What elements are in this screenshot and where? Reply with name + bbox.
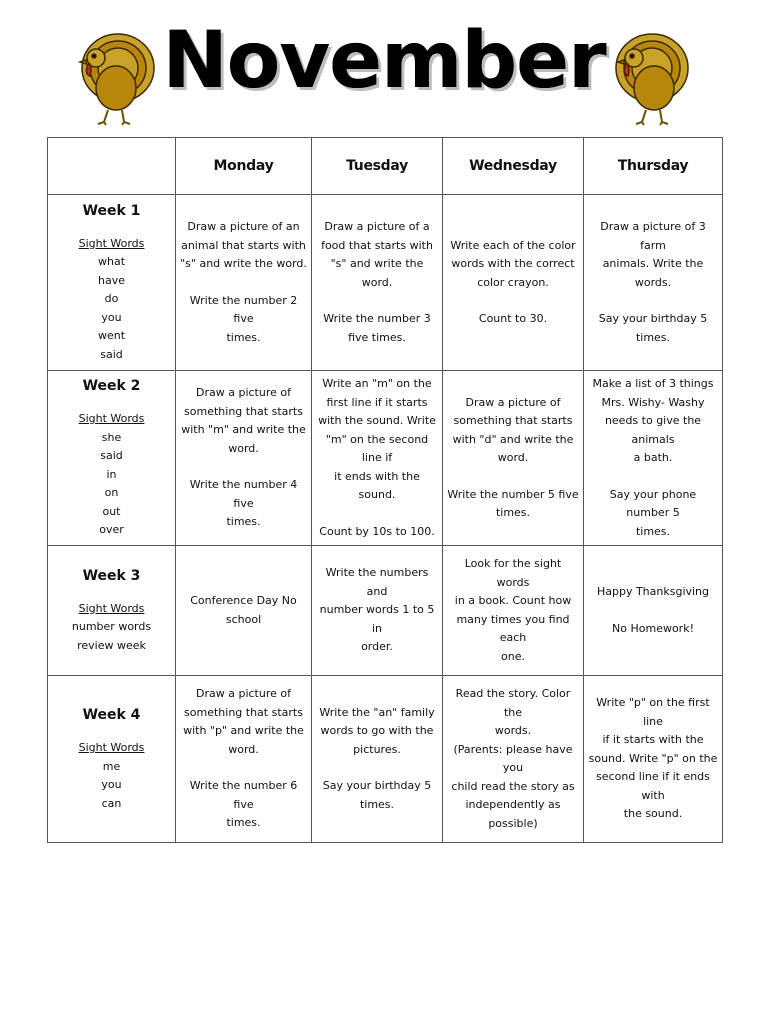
assignment-text: Write "p" on the first line: [596, 696, 710, 728]
paragraph-gap: [316, 292, 438, 310]
assignment-text: pictures.: [353, 742, 401, 756]
assignment-text: animal that starts with: [181, 238, 306, 252]
assignment-text: Look for the sight words: [464, 557, 562, 589]
week-row: [48, 371, 723, 546]
assignment-text: one.: [501, 649, 525, 663]
assignment-text: Say your phone number 5: [609, 487, 697, 519]
sight-word: can: [101, 796, 122, 810]
header-row: [48, 138, 723, 195]
assignment-text: order.: [361, 640, 393, 654]
assignment-text: Say your birthday 5: [322, 779, 432, 793]
day-header: Wednesday: [443, 138, 584, 195]
assignment-text: Write the number 4 five: [189, 478, 298, 510]
sight-words-label: Sight Words: [78, 601, 145, 615]
assignment-text: Mrs. Wishy- Washy: [601, 395, 705, 409]
week-title: Week 4: [82, 707, 141, 723]
turkey-icon-right: [612, 28, 694, 128]
sight-word: in: [106, 467, 117, 481]
assignment-text: Read the story. Color the: [455, 687, 571, 719]
week-label-cell: [48, 195, 176, 371]
week-label-cell: [48, 676, 176, 843]
week-row: [48, 195, 723, 371]
sight-word: she: [101, 430, 122, 444]
day-header: Tuesday: [312, 138, 443, 195]
assignment-text: times.: [226, 515, 261, 529]
assignment-cell-monday: [176, 676, 312, 843]
sight-word: do: [104, 292, 119, 306]
week-title: Week 1: [82, 202, 141, 219]
assignment-text: independently as possible): [465, 798, 561, 830]
assignment-text: words to go with the: [320, 724, 434, 738]
sight-word: you: [101, 778, 122, 791]
sight-word: number words: [71, 620, 152, 634]
assignment-text: Write the number 3: [323, 312, 431, 325]
assignment-text: times.: [495, 506, 531, 519]
assignment-text: something that starts: [184, 404, 303, 418]
assignment-text: first line if it starts: [326, 395, 428, 409]
assignment-text: five times.: [348, 330, 406, 344]
assignment-text: Write an "m" on the: [322, 377, 432, 390]
assignment-text: Draw a picture of: [196, 386, 291, 400]
week-label-cell: [48, 546, 176, 676]
paragraph-gap: [588, 292, 718, 310]
day-header: Monday: [176, 138, 312, 195]
assignment-text: with "d" and write the: [452, 432, 574, 446]
assignment-text: Make a list of 3 things: [592, 377, 714, 390]
assignment-text: Draw a picture of a: [324, 220, 430, 233]
assignment-text: word.: [228, 441, 259, 455]
paragraph-gap: [588, 602, 718, 620]
assignment-cell-thursday: [584, 676, 723, 843]
assignment-text: color crayon.: [477, 275, 549, 289]
sight-word: review week: [77, 638, 146, 652]
assignment-cell-thursday: [584, 195, 723, 371]
assignment-text: words with the correct: [451, 257, 575, 270]
sight-word: over: [99, 523, 124, 537]
assignment-cell-monday: [176, 195, 312, 371]
corner-cell: [48, 138, 176, 195]
assignment-text: Say your birthday 5: [598, 312, 708, 325]
assignment-text: Write the number 5 five: [447, 487, 579, 501]
assignment-cell-thursday: [584, 546, 723, 676]
page-title: November: [162, 16, 606, 106]
week-row: [48, 546, 723, 676]
assignment-cell-tuesday: [312, 676, 443, 843]
paragraph-gap: [588, 468, 718, 486]
week-label-cell: [48, 371, 176, 546]
assignment-text: child read the story as: [451, 779, 575, 793]
assignment-text: number words 1 to 5 in: [319, 603, 435, 635]
paragraph-gap: [180, 458, 307, 476]
paragraph-gap: [316, 759, 438, 777]
day-header: Thursday: [584, 138, 723, 195]
sight-word: said: [100, 449, 123, 463]
paragraph-gap: [447, 468, 579, 486]
assignment-cell-wednesday: [443, 371, 584, 546]
assignment-text: Count by 10s to 100.: [319, 524, 435, 538]
sight-word: me: [102, 759, 121, 773]
assignment-text: times.: [635, 524, 671, 538]
assignment-text: many times you find each: [456, 612, 570, 644]
assignment-cell-tuesday: [312, 546, 443, 676]
assignment-text: Write the number 6 five: [189, 779, 298, 811]
assignment-cell-tuesday: [312, 195, 443, 371]
assignment-text: times.: [226, 330, 261, 344]
week-row: [48, 676, 723, 843]
assignment-text: No Homework!: [612, 621, 694, 635]
sight-word: out: [102, 504, 121, 518]
assignment-text: second line if it ends with: [596, 770, 710, 802]
assignment-text: "m" on the second line if: [325, 432, 429, 464]
paragraph-gap: [316, 505, 438, 523]
assignment-text: animals. Write the: [602, 257, 704, 270]
assignment-text: something that starts: [184, 705, 303, 719]
week-title: Week 3: [82, 567, 141, 584]
sight-word: went: [97, 329, 126, 343]
assignment-cell-thursday: [584, 371, 723, 546]
homework-calendar: [47, 137, 723, 843]
assignment-text: something that starts: [453, 414, 573, 427]
assignment-text: Draw a picture of 3 farm: [600, 220, 706, 252]
assignment-text: Write the "an" family: [319, 705, 435, 719]
assignment-text: Draw a picture of: [196, 687, 291, 701]
sight-words-label: Sight Words: [78, 741, 145, 754]
paragraph-gap: [180, 274, 307, 292]
assignment-text: Draw a picture of: [465, 395, 561, 409]
assignment-text: Count to 30.: [478, 312, 548, 325]
assignment-text: it ends with the sound.: [334, 469, 420, 501]
assignment-text: words.: [494, 724, 532, 737]
assignment-text: food that starts with: [321, 238, 433, 252]
paragraph-gap: [180, 759, 307, 777]
assignment-text: word.: [228, 742, 259, 756]
assignment-text: needs to give the animals: [604, 414, 702, 446]
assignment-text: Write the number 2 five: [189, 293, 298, 325]
assignment-text: Conference Day No: [190, 594, 297, 607]
assignment-text: words.: [634, 275, 672, 289]
assignment-text: with "p" and write the: [183, 724, 304, 738]
assignment-cell-wednesday: [443, 195, 584, 371]
assignment-text: "s" and write the word.: [330, 257, 424, 289]
assignment-text: times.: [635, 330, 671, 344]
assignment-text: "s" and write the word.: [180, 257, 307, 270]
assignment-cell-monday: [176, 546, 312, 676]
assignment-text: times.: [226, 816, 261, 830]
paragraph-gap: [447, 292, 579, 310]
sight-words-label: Sight Words: [78, 412, 145, 426]
assignment-text: word.: [497, 451, 529, 464]
assignment-text: school: [225, 612, 262, 626]
assignment-text: sound. Write "p" on the: [588, 751, 718, 765]
assignment-text: Draw a picture of an: [187, 220, 300, 233]
assignment-text: with the sound. Write: [318, 414, 436, 427]
assignment-text: Happy Thanksgiving: [596, 585, 710, 598]
assignment-text: Write the numbers and: [325, 566, 429, 598]
assignment-cell-tuesday: [312, 371, 443, 546]
assignment-cell-monday: [176, 371, 312, 546]
sight-word: said: [100, 347, 123, 361]
assignment-text: (Parents: please have you: [453, 742, 573, 774]
assignment-text: times.: [359, 797, 395, 811]
assignment-text: the sound.: [623, 807, 683, 821]
assignment-text: if it starts with the: [602, 733, 704, 747]
assignment-cell-wednesday: [443, 676, 584, 843]
assignment-cell-wednesday: [443, 546, 584, 676]
week-title: Week 2: [82, 378, 141, 395]
assignment-text: Write each of the color: [450, 238, 576, 252]
sight-word: what: [97, 255, 126, 269]
assignment-text: in a book. Count how: [454, 594, 572, 607]
assignment-text: with "m" and write the: [181, 423, 306, 437]
sight-word: you: [101, 310, 122, 324]
sight-word: have: [98, 273, 125, 287]
sight-words-label: Sight Words: [78, 236, 145, 250]
assignment-text: a bath.: [633, 451, 673, 464]
sight-word: on: [104, 486, 119, 500]
